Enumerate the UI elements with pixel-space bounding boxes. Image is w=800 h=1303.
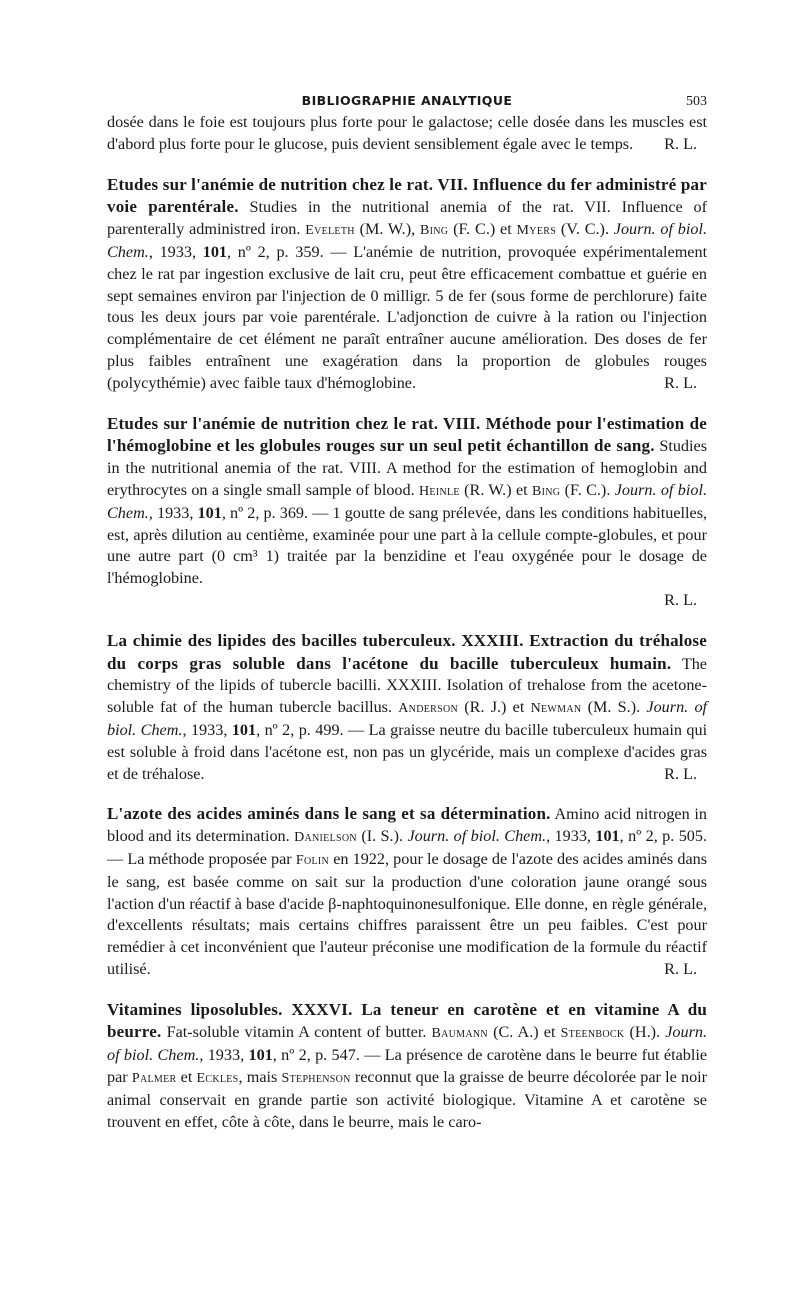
journal-page: p. 499. [298, 720, 344, 739]
entry-title: Etudes sur l'anémie de nutrition chez le rat. VIII. Méthode pour l'estimation de l'hémoglobine et les globules rouges sur un seul petit échantillon de sang. [107, 413, 707, 456]
author-name: Steenbock [560, 1026, 625, 1042]
author-name: Heinle [419, 483, 460, 499]
entry-body: L'anémie de nutrition, provoquée expérimentalement chez le rat par ingestion exclusive de lait cru, peut être efficacement combattue et guérie en sept semaines environ par l'injection de 0 milligr. 5 de fer (sous forme de perchlorure) faite tous les deux jours par voie parentérale. L'adjonction de cuivre à la ration ou l'injection complémentaire de cet élément ne paraît entraîner aucune amélioration. Des doses de fer plus faibles entraînent une exagération dans la proportion de globules rouges (polycythémie) avec faible taux d'hémoglobine. [107, 242, 708, 392]
entry-body-lead: La présence de carotène dans le beurre fut établie par [107, 1046, 708, 1087]
cited-author: Folin [295, 852, 330, 868]
entry-body: 1 goutte de sang prélevée, dans les conditions habituelles, est, après dilution au centième, examinée pour une part à la cellule compte-globules, et pour une autre part (0 cm³ 1) traitée par la benzidine et l'eau oxygénée pour le dosage de l'hémoglobine. [107, 503, 708, 588]
author-name: Newman [530, 701, 582, 717]
entry-initials: R. L. [664, 764, 697, 783]
author-initials: (M. S.) [587, 698, 637, 717]
entry-anemie-vii: Etudes sur l'anémie de nutrition chez le rat. VII. Influence du fer administré par voie parentérale. Studies in the nutritional anemia of the rat. VII. Influence of parenterally administred iron. Eveleth (M. W.), Bing (F. C.) et Myers (V. C.). Journ. of biol. Chem., 1933, 101, nº 2, p. 359. — L'anémie de nutrition, provoquée expérimentalement chez le rat par ingestion exclusive de lait cru, peut être efficacement combattue et guérie en sept semaines environ par l'injection de 0 milligr. 5 de fer (sous forme de perchlorure) faite tous les deux jours par voie parentérale. L'adjonction de cuivre à la ration ou l'injection complémentaire de cet élément ne paraît entraîner aucune amélioration. Des doses de fer plus faibles entraînent une exagération dans la proportion de globules rouges (polycythémie) avec faible taux d'hémoglobine. R. L. [107, 174, 707, 395]
entry-title: Vitamines liposolubles. XXXVI. La teneur en carotène et en vitamine A du beurre. [107, 999, 707, 1042]
entry-body: dosée dans le foie est toujours plus forte pour le galactose; celle dosée dans les muscles est d'abord plus forte pour le glucose, puis devient sensiblement égale avec le temps. [107, 113, 707, 153]
journal-issue: nº 2 [281, 1046, 307, 1065]
entry-body-lead: La méthode proposée par [127, 849, 292, 868]
author-initials: (C. A.) [493, 1023, 539, 1042]
author-name: Anderson [398, 701, 459, 717]
entry-initials: R. L. [664, 373, 697, 392]
journal-issue: nº 2 [264, 720, 291, 739]
author-initials: (H.) [629, 1023, 657, 1042]
entry-lipides: La chimie des lipides des bacilles tuberculeux. XXXIII. Extraction du tréhalose du corps gras soluble dans l'acétone du bacille tuberculeux humain. The chemistry of the lipids of tubercle bacilli. XXXIII. Isolation of trehalose from the acetone-soluble fat of the human tubercle bacillus. Anderson (R. J.) et Newman (M. S.). Journ. of biol. Chem., 1933, 101, nº 2, p. 499. — La graisse neutre du bacille tuberculeux humain qui est soluble à froid dans l'acétone est, non pas un glycéride, mais un complexe d'acides gras et de tréhalose. R. L. [107, 630, 707, 786]
journal-volume: 101 [595, 827, 620, 846]
entry-english-title: Fat-soluble vitamin A content of butter. [166, 1023, 427, 1042]
entry-title: L'azote des acides aminés dans le sang et sa détermination. [107, 804, 551, 824]
author-initials: (M. W.) [359, 220, 412, 239]
author-name: Bing [419, 223, 449, 239]
journal-year: 1933 [190, 720, 224, 739]
journal-year: 1933 [159, 242, 192, 261]
entry-intro [107, 112, 707, 156]
journal-issue: nº 2 [229, 503, 256, 522]
journal-year: 1933 [156, 503, 190, 522]
journal-page: p. 359. [276, 242, 324, 261]
author-name: Baumann [431, 1026, 488, 1042]
entry-vitamines: Vitamines liposolubles. XXXVI. La teneur en carotène et en vitamine A du beurre. Fat-soluble vitamin A content of butter. Baumann (C. A.) et Steenbock (H.). Journ. of biol. Chem., 1933, 101, nº 2, p. 547. — La présence de carotène dans le beurre fut établie par Palmer et Eckles, mais Stephenson reconnut que la graisse de beurre décolorée par le noir animal conservait en grande partie son activité biologique. Vitamine A et carotène se trouvent en effet, côte à côte, dans le beurre, mais le caro- [107, 999, 708, 1131]
journal-issue: nº 2 [628, 827, 654, 846]
journal-year: 1933 [207, 1046, 241, 1065]
journal-page: p. 369. [263, 503, 309, 522]
author-name: Danielson [294, 830, 357, 846]
entry-anemie-viii: Etudes sur l'anémie de nutrition chez le rat. VIII. Méthode pour l'estimation de l'hémoglobine et les globules rouges sur un seul petit échantillon de sang. Studies in the nutritional anemia of the rat. VIII. A method for the estimation of hemoglobin and erythrocytes on a single small sample of blood. Heinle (R. W.) et Bing (F. C.). Journ. of biol. Chem., 1933, 101, nº 2, p. 369. — 1 goutte de sang prélevée, dans les conditions habituelles, est, après dilution au centième, examinée pour une part à la cellule compte-globules, et pour une autre part (0 cm³ 1) traitée par la benzidine et l'eau oxygénée pour le dosage de l'hémoglobine. R. L. [107, 413, 707, 612]
entry-body-connector: et [180, 1068, 193, 1087]
cited-author: Stephenson [281, 1071, 351, 1087]
journal-year: 1933 [554, 827, 587, 846]
entry-body: reconnut que la graisse de beurre décolorée par le noir animal conservait en grande partie son activité biologique. Vitamine A et carotène se trouvent en effet, côte à côte, dans le beurre, mais le caro- [107, 1068, 708, 1131]
running-title: BIBLIOGRAPHIE ANALYTIQUE [301, 93, 513, 108]
author-initials: (I. S.) [361, 827, 399, 846]
author-initials: (F. C.) [564, 480, 607, 499]
author-initials: (R. W.) [464, 480, 512, 499]
journal-name: Journ. of biol. Chem. [107, 480, 707, 522]
running-head [107, 88, 707, 112]
author-initials: (R. J.) [464, 698, 507, 717]
entry-initials: R. L. [664, 134, 697, 153]
journal-name: Journ. of biol. Chem. [407, 827, 547, 846]
journal-name: Journ. of biol. Chem. [107, 698, 708, 739]
author-name: Eveleth [305, 223, 355, 239]
cited-author: Palmer [131, 1071, 177, 1087]
journal-name: Journ. of biol. Chem. [107, 220, 708, 261]
journal-page: p. 505. [662, 827, 708, 846]
entry-body: en 1922, pour le dosage de l'azote des acides aminés dans le sang, est basée comme on sait sur la production d'une coloration jaune orangé sous l'action d'un réactif à base d'acide β-naphtoquinonesulfonique. Elle donne, en règle générale, d'excellents résultats; mais certains chiffres paraissent être un peu faibles. C'est pour remédier à cet inconvénient que l'auteur préconise une modification de la formule du réactif utilisé. [107, 849, 708, 978]
journal-volume: 101 [248, 1046, 273, 1065]
entry-english-title: Studies in the nutritional anemia of the rat. VIII. A method for the estimation of hemoglobin and erythrocytes on a single small sample of blood. [107, 437, 707, 499]
entry-azote: L'azote des acides aminés dans le sang et sa détermination. Amino acid nitrogen in blood and its determination. Danielson (I. S.). Journ. of biol. Chem., 1933, 101, nº 2, p. 505. — La méthode proposée par Folin en 1922, pour le dosage de l'azote des acides aminés dans le sang, est basée comme on sait sur la production d'une coloration jaune orangé sous l'action d'un réactif à base d'acide β-naphtoquinonesulfonique. Elle donne, en règle générale, d'excellents résultats; mais certains chiffres paraissent être un peu faibles. C'est pour remédier à cet inconvénient que l'auteur préconise une modification de la formule du réactif utilisé. R. L. [107, 803, 707, 980]
entry-title: Etudes sur l'anémie de nutrition chez le rat. VII. Influence du fer administré par voie parentérale. [107, 174, 707, 217]
document-page [107, 88, 707, 1133]
author-name: Bing [531, 483, 561, 499]
entry-body: La graisse neutre du bacille tuberculeux humain qui est soluble à froid dans l'acétone est, non pas un glycéride, mais un complexe d'acides gras et de tréhalose. [107, 720, 708, 783]
page-number: 503 [686, 94, 707, 109]
journal-volume: 101 [197, 503, 222, 522]
cited-author: Eckles [196, 1071, 239, 1087]
entry-initials: R. L. [664, 590, 697, 609]
journal-volume: 101 [231, 720, 257, 739]
author-initials: (F. C.) [453, 220, 496, 239]
entry-english-title: Amino acid nitrogen in blood and its determination. [107, 805, 708, 846]
author-initials: (V. C.) [560, 220, 605, 239]
journal-issue: nº 2 [237, 242, 266, 261]
entry-initials: R. L. [664, 959, 697, 978]
entry-title: La chimie des lipides des bacilles tuberculeux. XXXIII. Extraction du tréhalose du corps gras soluble dans l'acétone du bacille tuberculeux humain. [107, 630, 707, 673]
entry-english-title: Studies in the nutritional anemia of the rat. VII. Influence of parenterally administred iron. [107, 198, 707, 239]
entry-english-title: The chemistry of the lipids of tubercle bacilli. XXXIII. Isolation of trehalose from the acetone-soluble fat of the human tubercle bacillus. [107, 654, 707, 717]
entry-body-connector: , mais [238, 1068, 278, 1087]
journal-name: Journ. of biol. Chem. [107, 1023, 708, 1065]
journal-page: p. 547. [315, 1046, 360, 1065]
author-name: Myers [516, 223, 557, 239]
journal-volume: 101 [202, 242, 227, 261]
